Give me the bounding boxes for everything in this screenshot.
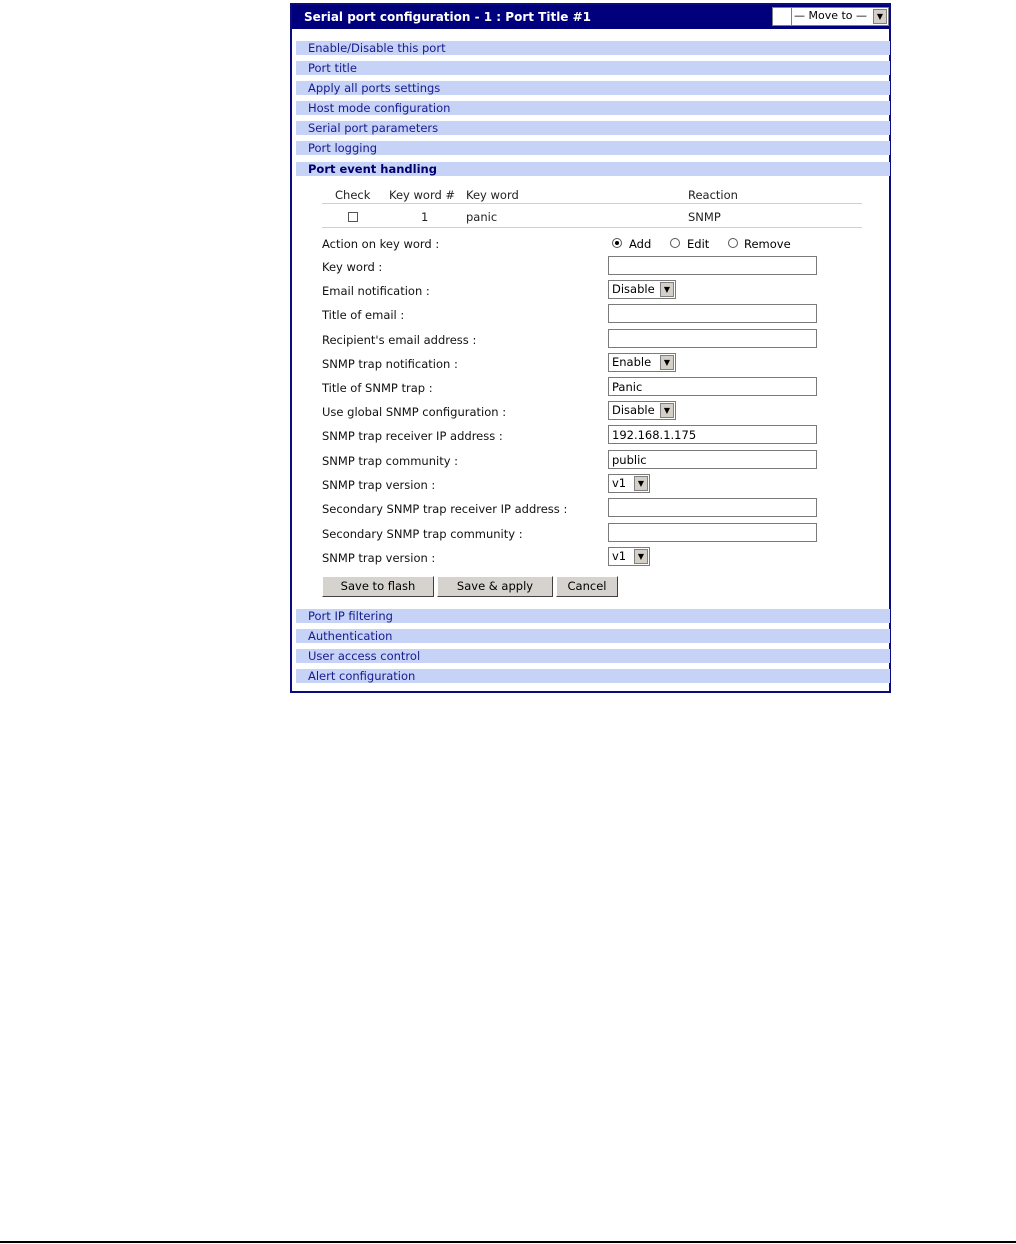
section-label: Port event handling (308, 162, 437, 176)
chevron-down-icon[interactable]: ▼ (634, 476, 648, 491)
section-label: Serial port parameters (308, 121, 439, 135)
keyword-input[interactable] (608, 256, 817, 275)
cancel-button[interactable]: Cancel (556, 576, 618, 597)
section-label: Port IP filtering (308, 609, 393, 623)
chevron-down-icon[interactable]: ▼ (660, 355, 674, 370)
section-enable-disable[interactable] (296, 41, 890, 55)
section-port-logging[interactable] (296, 141, 890, 155)
keyword-label: Key word : (322, 260, 383, 274)
radio-edit[interactable] (670, 238, 680, 248)
radio-add[interactable] (612, 238, 622, 248)
row-keyword: panic (466, 210, 498, 224)
row-checkbox[interactable] (348, 212, 358, 222)
title-email-input[interactable] (608, 304, 817, 323)
row-reaction: SNMP (688, 210, 721, 224)
section-label: User access control (308, 649, 421, 663)
secondary-community-input[interactable] (608, 523, 817, 542)
recipient-input[interactable] (608, 329, 817, 348)
radio-remove[interactable] (728, 238, 738, 248)
radio-edit-label: Edit (687, 237, 710, 251)
move-to-blank (773, 8, 792, 25)
save-and-apply-button[interactable]: Save & apply (437, 576, 553, 597)
version-select[interactable] (608, 474, 650, 493)
chevron-down-icon[interactable]: ▼ (634, 549, 648, 564)
col-reaction: Reaction (688, 188, 738, 202)
secondary-receiver-input[interactable] (608, 498, 817, 517)
snmp-notification-select[interactable] (608, 353, 676, 372)
page-title: Serial port configuration - 1 : Port Title #1 (304, 10, 592, 24)
action-label: Action on key word : (322, 237, 440, 251)
chevron-down-icon[interactable]: ▼ (660, 403, 674, 418)
snmp-title-input[interactable] (608, 377, 817, 396)
section-alert-configuration[interactable] (296, 669, 890, 683)
radio-remove-label: Remove (744, 237, 791, 251)
section-user-access-control[interactable] (296, 649, 890, 663)
section-authentication[interactable] (296, 629, 890, 643)
section-label: Alert configuration (308, 669, 416, 683)
move-to-value: — Move to — (794, 9, 868, 22)
section-label: Host mode configuration (308, 101, 451, 115)
community-input[interactable] (608, 450, 817, 469)
email-notification-label: Email notification : (322, 284, 430, 298)
col-check: Check (335, 188, 371, 202)
email-notification-select[interactable] (608, 280, 676, 299)
global-snmp-label: Use global SNMP configuration : (322, 405, 507, 419)
move-to-select[interactable] (772, 7, 889, 26)
secondary-version-label: SNMP trap version : (322, 551, 436, 565)
divider (322, 227, 862, 228)
section-port-event-handling[interactable] (296, 162, 890, 176)
secondary-version-select[interactable] (608, 547, 650, 566)
secondary-version-value: v1 (612, 549, 627, 563)
global-snmp-value: Disable (612, 403, 655, 417)
section-label: Port title (308, 61, 357, 75)
global-snmp-select[interactable] (608, 401, 676, 420)
section-host-mode[interactable] (296, 101, 890, 115)
serial-port-config-panel (290, 3, 891, 693)
secondary-receiver-label: Secondary SNMP trap receiver IP address : (322, 502, 568, 516)
col-keyword-num: Key word # (389, 188, 456, 202)
snmp-title-label: Title of SNMP trap : (322, 381, 433, 395)
version-value: v1 (612, 476, 627, 490)
section-label: Apply all ports settings (308, 81, 441, 95)
version-label: SNMP trap version : (322, 478, 436, 492)
section-label: Enable/Disable this port (308, 41, 446, 55)
chevron-down-icon[interactable]: ▼ (873, 9, 887, 24)
recipient-label: Recipient's email address : (322, 333, 477, 347)
section-serial-params[interactable] (296, 121, 890, 135)
chevron-down-icon[interactable]: ▼ (660, 282, 674, 297)
section-apply-all-ports[interactable] (296, 81, 890, 95)
section-port-ip-filtering[interactable] (296, 609, 890, 623)
snmp-notification-label: SNMP trap notification : (322, 357, 458, 371)
snmp-notification-value: Enable (612, 355, 652, 369)
divider (322, 203, 862, 204)
secondary-community-label: Secondary SNMP trap community : (322, 527, 523, 541)
radio-add-label: Add (629, 237, 652, 251)
page-bottom-rule (0, 1241, 1016, 1243)
col-keyword: Key word (466, 188, 519, 202)
save-to-flash-button[interactable]: Save to flash (322, 576, 434, 597)
receiver-ip-input[interactable] (608, 425, 817, 444)
section-label: Authentication (308, 629, 393, 643)
row-keyword-num: 1 (421, 210, 429, 224)
receiver-ip-label: SNMP trap receiver IP address : (322, 429, 503, 443)
section-port-title[interactable] (296, 61, 890, 75)
section-label: Port logging (308, 141, 378, 155)
community-label: SNMP trap community : (322, 454, 459, 468)
panel-titlebar (292, 5, 889, 29)
email-notification-value: Disable (612, 282, 655, 296)
title-email-label: Title of email : (322, 308, 405, 322)
